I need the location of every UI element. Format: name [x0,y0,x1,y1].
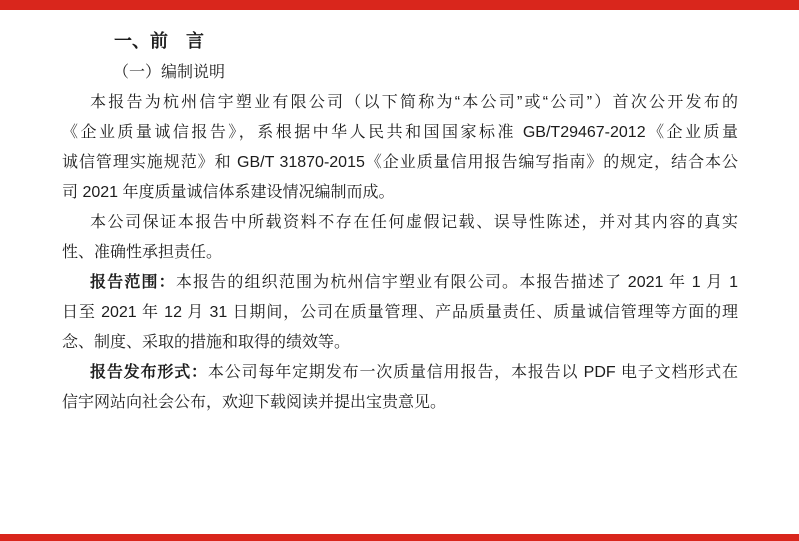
text-segment: 性、准确性承担责任。 [62,244,223,261]
text-segment: 本报告为杭州信宇塑业有限公司（以下简称为“本公司”或“公司”）首次公开发布的 [90,94,738,111]
text-segment: 《企业质量诚信报告》，系根据中华人民共和国国家标准 GB/T29467-2012《企业质量 [62,124,738,141]
bottom-red-rule [0,534,799,541]
text-line [62,298,738,328]
text-segment: 信宇网站向社会公布，欢迎下载阅读并提出宝贵意见。 [62,394,447,411]
text-line [62,118,738,148]
text-line [62,88,738,118]
lead-in-label: 报告发布形式： [90,364,208,381]
text-line [62,238,738,268]
text-line [62,208,738,238]
text-segment: 念、制度、采取的措施和取得的绩效等。 [62,334,351,351]
top-red-rule [0,0,799,10]
text-segment: 日至 2021 年 12 月 31 日期间，公司在质量管理、产品质量责任、质量诚信管理等方面的理 [62,304,738,321]
text-segment: 本公司保证本报告中所载资料不存在任何虚假记载、误导性陈述，并对其内容的真实 [90,214,738,231]
lead-in-label: 报告范围： [90,274,176,291]
text-line [62,358,738,388]
text-segment: 诚信管理实施规范》和 GB/T 31870-2015《企业质量信用报告编写指南》的规定，结合本公 [62,154,738,171]
text-segment: 本公司每年定期发布一次质量信用报告，本报告以 PDF 电子文档形式在 [207,364,738,381]
page-content [62,28,738,418]
text-line [62,148,738,178]
section-title: 一、前 言 [114,31,204,51]
text-line [62,268,738,298]
text-segment: 司 2021 年度质量诚信体系建设情况编制而成。 [62,184,395,201]
body-text [62,88,738,418]
text-line [62,388,738,418]
subsection-title: （一）编制说明 [113,64,226,81]
text-line [62,178,738,208]
text-segment: 本报告的组织范围为杭州信宇塑业有限公司。本报告描述了 2021 年 1 月 1 [175,274,738,291]
text-line [62,328,738,358]
